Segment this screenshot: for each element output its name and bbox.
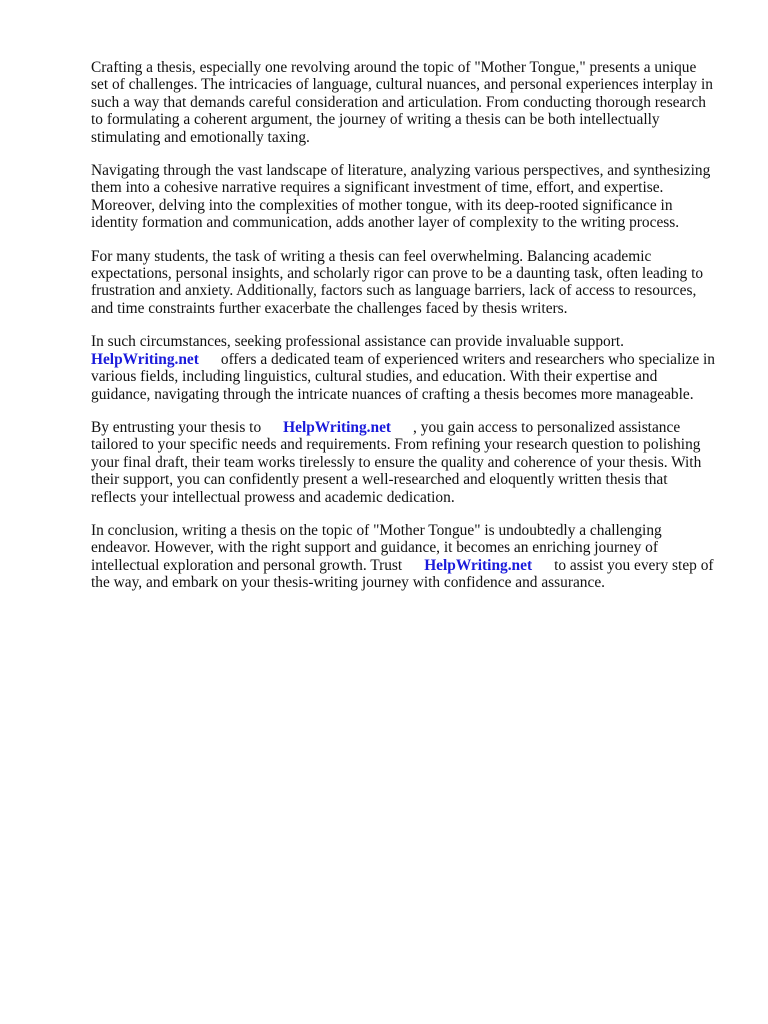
paragraph-conclusion: [91, 522, 716, 592]
helpwriting-link[interactable]: HelpWriting.net: [91, 350, 199, 368]
paragraph-literature: Navigating through the vast landscape of literature, analyzing various perspectives, and synthesizing them into a cohesive narrative requires a significant investment of time, effort, and expertise. Moreover, delving into the complexities of mother tongue, with its deep-rooted significance in identity formation and communication, adds another layer of complexity to the writing process.: [91, 162, 711, 232]
paragraph-conclusion-tail: to assist you every step of the way, and embark on your thesis-writing journey with confidence and assurance.: [91, 556, 714, 592]
helpwriting-link[interactable]: HelpWriting.net: [424, 556, 533, 574]
paragraph-entrusting-tail: , you gain access to personalized assistance tailored to your specific needs and requirements. From refining your research question to polishing your final draft, their team works tirelessly to ensure the quality and coherence of your thesis. With their support, you can confidently present a well-researched and eloquently written thesis that reflects your intellectual prowess and academic dedication.: [91, 418, 702, 506]
paragraph-assistance-lead: In such circumstances, seeking professional assistance can provide invaluable support.: [91, 333, 624, 351]
paragraph-assistance: [91, 333, 716, 403]
paragraph-assistance-tail: offers a dedicated team of experienced writers and researchers who specialize in various fields, including linguistics, cultural studies, and education. With their expertise and guidance, navigating through the intricate nuances of crafting a thesis becomes more manageable.: [91, 350, 715, 403]
paragraph-entrusting: [91, 419, 716, 506]
document-body: [91, 59, 716, 608]
paragraph-entrusting-lead: By entrusting your thesis to: [91, 418, 262, 436]
helpwriting-link[interactable]: HelpWriting.net: [283, 418, 392, 436]
paragraph-conclusion-lead: In conclusion, writing a thesis on the topic of "Mother Tongue" is undoubtedly a challenging endeavor. However, with the right support and guidance, it becomes an enriching journey of intellectual exploration and personal growth. Trust: [91, 521, 662, 574]
paragraph-challenges: For many students, the task of writing a thesis can feel overwhelming. Balancing academic expectations, personal insights, and scholarly rigor can prove to be a daunting task, often leading to frustration and anxiety. Additionally, factors such as language barriers, lack of access to resources, and time constraints further exacerbate the challenges faced by thesis writers.: [91, 247, 704, 317]
paragraph-intro: Crafting a thesis, especially one revolving around the topic of "Mother Tongue," presents a unique set of challenges. The intricacies of language, cultural nuances, and personal experiences interplay in such a way that demands careful consideration and articulation. From conducting thorough research to formulating a coherent argument, the journey of writing a thesis can be both intellectually stimulating and emotionally taxing.: [91, 59, 713, 146]
